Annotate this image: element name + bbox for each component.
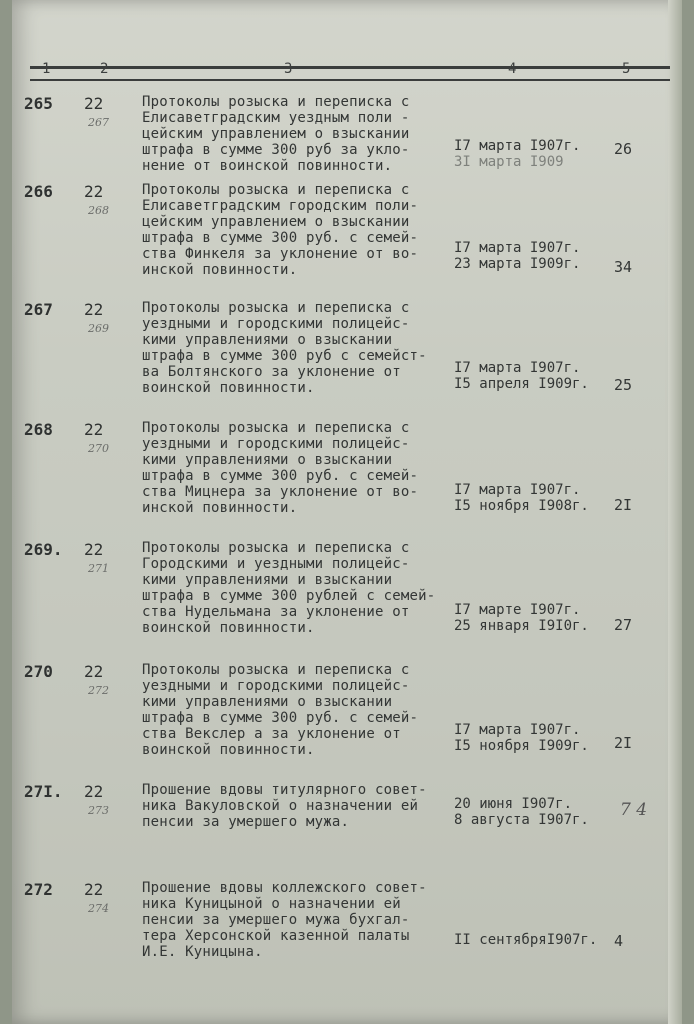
entry-dates [454, 932, 597, 948]
description-line: штрафа в сумме 300 руб. с семей- [142, 710, 419, 726]
entry-dates [454, 138, 580, 170]
description-line: инской повинности. [142, 262, 298, 278]
description-line: кими управлениями и взыскании [142, 572, 393, 588]
description-line: штрафа в сумме 300 рублей с семей- [142, 588, 436, 604]
entry-description [142, 880, 442, 960]
description-line: Елисаветградским уездным поли - [142, 110, 410, 126]
description-line: ника Куницыной о назначении ей [142, 896, 401, 912]
description-line: штрафа в сумме 300 руб. с семей- [142, 230, 419, 246]
entry-number: 266 [24, 182, 53, 201]
date-line: I7 марта I907г. [454, 240, 581, 256]
entry-dates [454, 722, 589, 754]
date-line: I7 марта I907г. [454, 482, 581, 498]
description-line: тера Херсонской казенной палаты [142, 928, 410, 944]
entry-volume: 22 [84, 94, 104, 113]
entry-number: 268 [24, 420, 53, 439]
date-line: 3I марта I909 [454, 154, 564, 170]
entry-description [142, 782, 442, 830]
description-line: кими управлениями о взыскании [142, 452, 393, 468]
date-line: I5 апреля I909г. [454, 376, 589, 392]
description-line: цейским управлением о взыскании [142, 214, 410, 230]
description-line: Городскими и уездными полицейс- [142, 556, 410, 572]
description-line: штрафа в сумме 300 руб за укло- [142, 142, 410, 158]
sheet-count: 4 [614, 932, 624, 950]
pencil-note: 273 [88, 804, 109, 817]
description-line: воинской повинности. [142, 742, 315, 758]
entry-volume: 22 [84, 782, 104, 801]
description-line: инской повинности. [142, 500, 298, 516]
description-line: пенсии за умершего мужа. [142, 814, 350, 830]
description-line: ства Финкеля за уклонение от во- [142, 246, 419, 262]
entry-number: 270 [24, 662, 53, 681]
pencil-note: 268 [88, 204, 109, 217]
description-line: ва Болтянского за уклонение от [142, 364, 401, 380]
sheet-count: 2I [614, 734, 633, 752]
date-line: I7 марта I907г. [454, 138, 581, 154]
pencil-note: 272 [88, 684, 109, 697]
description-line: Протоколы розыска и переписка с [142, 94, 410, 110]
description-line: кими управлениями о взыскании [142, 332, 393, 348]
entry-number: 27I. [24, 782, 63, 801]
entry-dates [454, 796, 589, 828]
description-line: воинской повинности. [142, 620, 315, 636]
date-line: 20 июня I907г. [454, 796, 573, 812]
entry-description [142, 182, 442, 278]
description-line: ства Мицнера за уклонение от во- [142, 484, 419, 500]
description-line: Прошение вдовы коллежского совет- [142, 880, 427, 896]
sheet-count: 25 [614, 376, 633, 394]
sheet-count: 34 [614, 258, 633, 276]
description-line: уездными и городскими полицейс- [142, 678, 410, 694]
description-line: пенсии за умершего мужа бухгал- [142, 912, 410, 928]
entry-description [142, 300, 442, 396]
header-col-4: 4 [508, 61, 517, 77]
pencil-note: 267 [88, 116, 109, 129]
header-rule-top [30, 66, 670, 69]
handwritten-sheet-count: 7 4 [620, 800, 648, 820]
description-line: нение от воинской повинности. [142, 158, 393, 174]
header-col-3: 3 [284, 61, 293, 77]
entry-description [142, 540, 442, 636]
date-line: 23 марта I909г. [454, 256, 581, 272]
date-line: I5 ноября I908г. [454, 498, 589, 514]
description-line: Елисаветградским городским поли- [142, 198, 419, 214]
entry-number: 267 [24, 300, 53, 319]
date-line: I7 марте I907г. [454, 602, 581, 618]
description-line: ника Вакуловской о назначении ей [142, 798, 419, 814]
pencil-note: 269 [88, 322, 109, 335]
description-line: Протоколы розыска и переписка с [142, 662, 410, 678]
header-rule-bottom [30, 79, 670, 81]
description-line: ства Векслер а за уклонение от [142, 726, 401, 742]
description-line: штрафа в сумме 300 руб с семейст- [142, 348, 427, 364]
entry-description [142, 94, 442, 174]
entry-volume: 22 [84, 540, 104, 559]
date-line: I7 марта I907г. [454, 722, 581, 738]
entry-dates [454, 360, 589, 392]
description-line: уездными и городскими полицейс- [142, 436, 410, 452]
description-line: кими управлениями о взыскании [142, 694, 393, 710]
pencil-note: 270 [88, 442, 109, 455]
entry-number: 265 [24, 94, 53, 113]
header-col-5: 5 [622, 61, 631, 77]
description-line: воинской повинности. [142, 380, 315, 396]
description-line: Прошение вдовы титулярного совет- [142, 782, 427, 798]
date-line: 8 августа I907г. [454, 812, 589, 828]
entry-dates [454, 240, 580, 272]
date-line: 25 января I9I0г. [454, 618, 589, 634]
description-line: Протоколы розыска и переписка с [142, 300, 410, 316]
entry-description [142, 420, 442, 516]
sheet-count: 26 [614, 140, 633, 158]
date-line: I5 ноября I909г. [454, 738, 589, 754]
sheet-count: 27 [614, 616, 633, 634]
entry-volume: 22 [84, 662, 104, 681]
entry-number: 272 [24, 880, 53, 899]
header-col-1: 1 [42, 61, 51, 77]
entry-volume: 22 [84, 880, 104, 899]
entry-volume: 22 [84, 300, 104, 319]
description-line: уездными и городскими полицейс- [142, 316, 410, 332]
description-line: Протоколы розыска и переписка с [142, 420, 410, 436]
pencil-note: 271 [88, 562, 109, 575]
page-edge [668, 0, 682, 1024]
header-col-2: 2 [100, 61, 109, 77]
description-line: штрафа в сумме 300 руб. с семей- [142, 468, 419, 484]
entry-volume: 22 [84, 420, 104, 439]
description-line: цейским управлением о взыскании [142, 126, 410, 142]
description-line: Протоколы розыска и переписка с [142, 540, 410, 556]
entry-dates [454, 602, 589, 634]
description-line: Протоколы розыска и переписка с [142, 182, 410, 198]
date-line: II сентябряI907г. [454, 932, 598, 948]
date-line: I7 марта I907г. [454, 360, 581, 376]
entry-number: 269. [24, 540, 63, 559]
pencil-note: 274 [88, 902, 109, 915]
sheet-count: 2I [614, 496, 633, 514]
entry-description [142, 662, 442, 758]
description-line: И.Е. Куницына. [142, 944, 263, 960]
description-line: ства Нудельмана за уклонение от [142, 604, 410, 620]
entry-volume: 22 [84, 182, 104, 201]
entry-dates [454, 482, 589, 514]
